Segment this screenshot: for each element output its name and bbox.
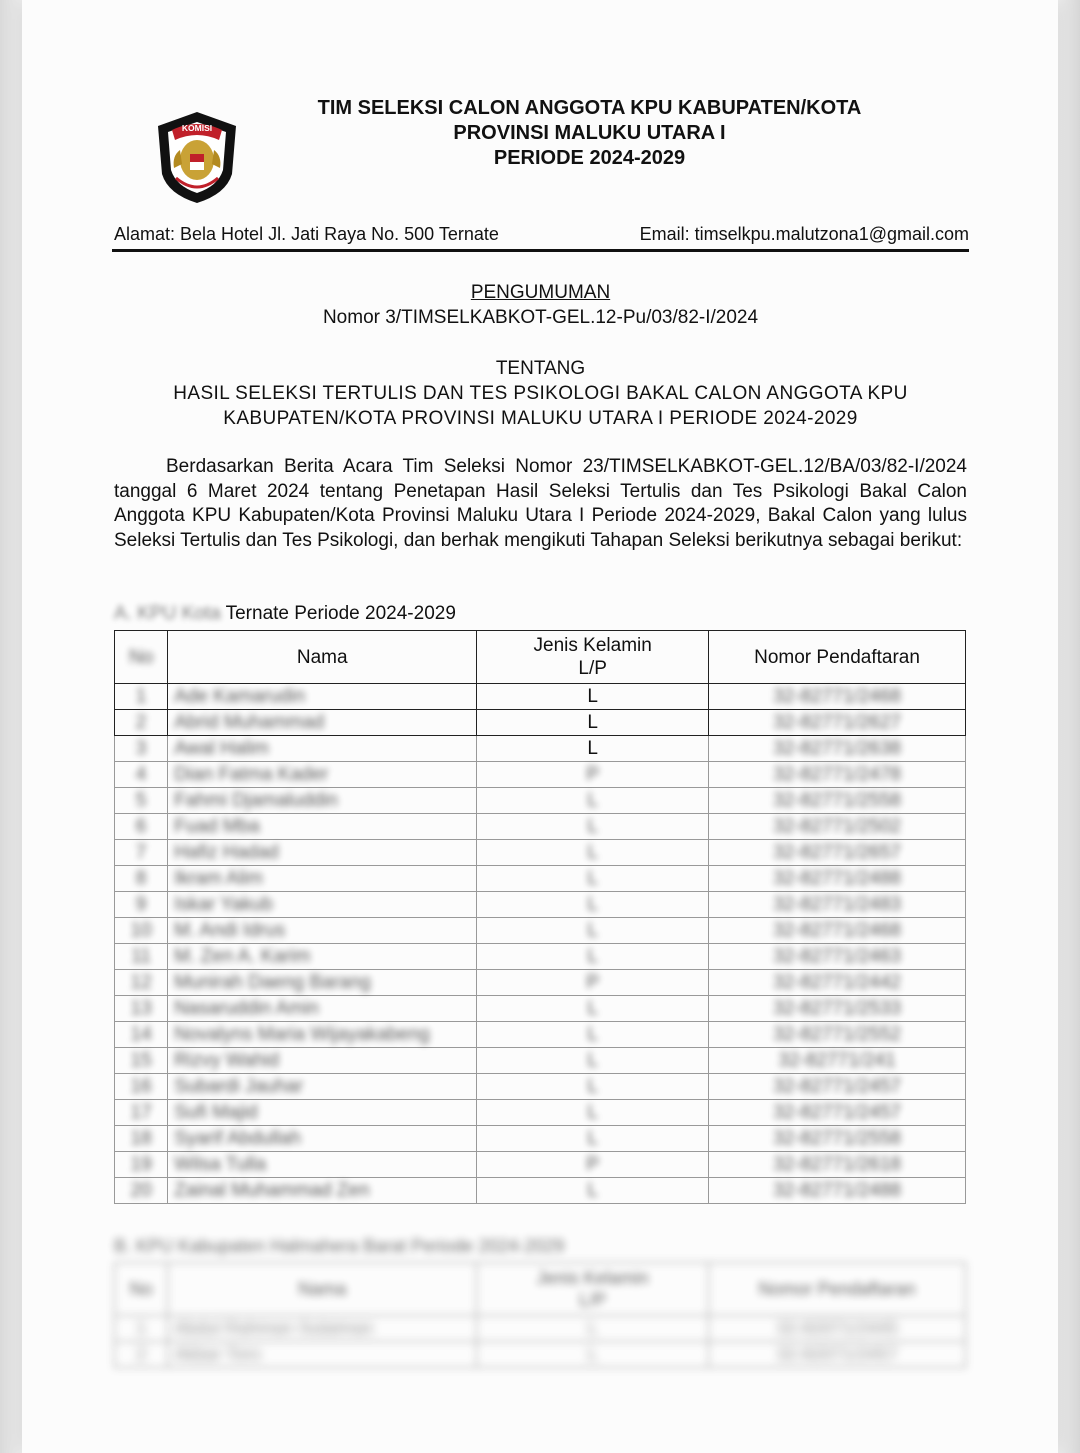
row-name: Iskar Yakub: [168, 892, 477, 918]
row-name: Novalyns Maria Wijayakabeng: [168, 1022, 477, 1048]
header-no: No: [115, 631, 168, 684]
row-no: 2: [115, 710, 168, 736]
row-gender: L: [477, 1316, 709, 1342]
row-registration-number: 32-82771/2442: [709, 970, 966, 996]
row-no: 14: [115, 1022, 168, 1048]
table-row: [115, 996, 966, 1022]
subject-line-1: HASIL SELEKSI TERTULIS DAN TES PSIKOLOGI BAKAL CALON ANGGOTA KPU: [173, 383, 908, 404]
table-row: [115, 788, 966, 814]
row-gender: L: [477, 1178, 709, 1204]
section-a-prefix: A. KPU Kota: [114, 603, 221, 624]
row-name: Subardi Jauhar: [168, 1074, 477, 1100]
row-name: Fuad Mba: [168, 814, 477, 840]
row-no: 17: [115, 1100, 168, 1126]
row-name: M. Andi Idrus: [168, 918, 477, 944]
header-registration: Nomor Pendaftaran: [709, 1263, 966, 1316]
results-table-halmahera-barat: [114, 1262, 966, 1368]
row-no: 4: [115, 762, 168, 788]
row-registration-number: 32-82071/2457: [709, 1342, 966, 1368]
row-registration-number: 32-82771/2488: [709, 1178, 966, 1204]
logo-text-top: KOMISI: [181, 123, 213, 133]
row-registration-number: 32-82771/2468: [709, 918, 966, 944]
table-header-row: [115, 1263, 966, 1316]
results-table-ternate: [114, 630, 966, 1204]
table-row: [115, 1022, 966, 1048]
row-no: 7: [115, 840, 168, 866]
announcement-title: PENGUMUMAN: [470, 282, 611, 303]
row-name: M. Zen A. Karim: [168, 944, 477, 970]
row-registration-number: 32-82071/2445: [709, 1316, 966, 1342]
row-registration-number: 32-82771/2558: [709, 1126, 966, 1152]
header-name: Nama: [168, 631, 477, 684]
row-no: 6: [115, 814, 168, 840]
row-registration-number: 32-82771/2638: [709, 736, 966, 762]
row-registration-number: 32-82771/2468: [709, 684, 966, 710]
row-no: 13: [115, 996, 168, 1022]
row-name: Nasaruddin Amin: [168, 996, 477, 1022]
header-no: No: [115, 1263, 168, 1316]
row-no: 11: [115, 944, 168, 970]
row-name: Munirah Daeng Barang: [168, 970, 477, 996]
row-no: 1: [115, 1316, 168, 1342]
row-name: Ade Kamarudin: [168, 684, 477, 710]
table-row: [115, 710, 966, 736]
row-gender: P: [477, 1152, 709, 1178]
table-row: [115, 866, 966, 892]
row-gender: L: [477, 892, 709, 918]
row-no: 20: [115, 1178, 168, 1204]
table-row: [115, 892, 966, 918]
row-registration-number: 32-82771/2618: [709, 1152, 966, 1178]
table-row: [115, 944, 966, 970]
row-registration-number: 32-82771/2627: [709, 710, 966, 736]
table-row: [115, 970, 966, 996]
table-row: [115, 1316, 966, 1342]
header-gender: Jenis Kelamin L/P: [477, 1263, 709, 1316]
letterhead-line-3: PERIODE 2024-2029: [493, 147, 686, 169]
section-a-title: Ternate Periode 2024-2029: [225, 603, 456, 624]
letterhead-line-1: TIM SELEKSI CALON ANGGOTA KPU KABUPATEN/KOTA: [317, 97, 862, 119]
subject-line-2: KABUPATEN/KOTA PROVINSI MALUKU UTARA I PERIODE 2024-2029: [223, 408, 858, 429]
row-gender: L: [477, 736, 709, 762]
row-gender: L: [477, 1048, 709, 1074]
row-no: 3: [115, 736, 168, 762]
table-row: [115, 1048, 966, 1074]
row-gender: P: [477, 762, 709, 788]
row-gender: L: [477, 1022, 709, 1048]
row-gender: L: [477, 684, 709, 710]
row-name: Abrid Muhammad: [168, 710, 477, 736]
row-gender: L: [477, 1100, 709, 1126]
row-no: 2: [115, 1342, 168, 1368]
row-name: Hafiz Hadad: [168, 840, 477, 866]
row-name: Sufi Majid: [168, 1100, 477, 1126]
row-registration-number: 32-82771/2457: [709, 1074, 966, 1100]
page-edge-left: [0, 0, 22, 1453]
section-a-heading: [114, 603, 456, 625]
row-name: Awal Halim: [168, 736, 477, 762]
row-registration-number: 32-82771/2552: [709, 1022, 966, 1048]
row-gender: L: [477, 1342, 709, 1368]
table-row: [115, 1342, 966, 1368]
header-divider: [112, 249, 969, 252]
row-no: 12: [115, 970, 168, 996]
address-text: Alamat: Bela Hotel Jl. Jati Raya No. 500 Ternate: [114, 224, 499, 244]
table-header-row: [115, 631, 966, 684]
row-registration-number: 32-82771/241: [709, 1048, 966, 1074]
row-gender: L: [477, 918, 709, 944]
row-name: Zainal Muhammad Zen: [168, 1178, 477, 1204]
row-gender: L: [477, 840, 709, 866]
header-name: Nama: [168, 1263, 477, 1316]
table-row: [115, 1178, 966, 1204]
row-gender: P: [477, 970, 709, 996]
table-row: [115, 1152, 966, 1178]
row-no: 19: [115, 1152, 168, 1178]
contact-row: [114, 224, 969, 245]
table-row: [115, 1100, 966, 1126]
row-name: Syarif Abdullah: [168, 1126, 477, 1152]
table-row: [115, 918, 966, 944]
row-registration-number: 32-82771/2558: [709, 788, 966, 814]
row-gender: L: [477, 996, 709, 1022]
row-registration-number: 32-82771/2463: [709, 944, 966, 970]
announcement-number: Nomor 3/TIMSELKABKOT-GEL.12-Pu/03/82-I/2024: [322, 307, 759, 328]
table-row: [115, 814, 966, 840]
row-registration-number: 32-82771/2533: [709, 996, 966, 1022]
row-gender: L: [477, 710, 709, 736]
table-row: [115, 1126, 966, 1152]
row-gender: L: [477, 944, 709, 970]
row-no: 8: [115, 866, 168, 892]
row-no: 1: [115, 684, 168, 710]
row-no: 16: [115, 1074, 168, 1100]
intro-paragraph: Berdasarkan Berita Acara Tim Seleksi Nomor 23/TIMSELKABKOT-GEL.12/BA/03/82-I/2024 tanggal 6 Maret 2024 tentang Penetapan Hasil Seleksi Tertulis dan Tes Psikologi Bakal Calon Anggota KPU Kabupaten/Kota Provinsi Maluku Utara I Periode 2024-2029, Bakal Calon yang lulus Seleksi Tertulis dan Tes Psikologi, dan berhak mengikuti Tahapan Seleksi berikutnya sebagai berikut:: [114, 456, 967, 551]
row-gender: L: [477, 788, 709, 814]
document-page: [22, 0, 1058, 1453]
row-no: 15: [115, 1048, 168, 1074]
row-gender: L: [477, 1074, 709, 1100]
row-name: Akbar Toro: [168, 1342, 477, 1368]
letterhead: [22, 96, 1058, 216]
row-no: 5: [115, 788, 168, 814]
announcement-subject: [112, 381, 969, 431]
row-registration-number: 32-82771/2488: [709, 866, 966, 892]
section-b-heading: B. KPU Kabupaten Halmahera Barat Periode 2024-2029: [114, 1236, 565, 1256]
row-gender: L: [477, 814, 709, 840]
row-registration-number: 32-82771/2483: [709, 892, 966, 918]
table-row: [115, 762, 966, 788]
letterhead-title: [282, 96, 897, 171]
row-registration-number: 32-82771/2657: [709, 840, 966, 866]
letterhead-line-2: PROVINSI MALUKU UTARA I: [453, 122, 726, 144]
email-text: Email: timselkpu.malutzona1@gmail.com: [639, 224, 969, 244]
kpu-logo-icon: [152, 108, 242, 206]
row-gender: L: [477, 1126, 709, 1152]
table-row: [115, 1074, 966, 1100]
header-gender: Jenis Kelamin L/P: [477, 631, 709, 684]
row-name: Dian Fatma Kader: [168, 762, 477, 788]
row-registration-number: 32-82771/2457: [709, 1100, 966, 1126]
row-name: Abdul Rahman Sulaiman: [168, 1316, 477, 1342]
row-no: 18: [115, 1126, 168, 1152]
row-gender: L: [477, 866, 709, 892]
row-name: Wilsa Tulla: [168, 1152, 477, 1178]
row-name: Fahmi Djamaluddin: [168, 788, 477, 814]
row-registration-number: 32-82771/2478: [709, 762, 966, 788]
row-no: 10: [115, 918, 168, 944]
table-row: [115, 736, 966, 762]
page-edge-right: [1058, 0, 1080, 1453]
tentang-heading: TENTANG: [495, 358, 586, 379]
table-row: [115, 840, 966, 866]
row-name: Ikram Alim: [168, 866, 477, 892]
row-name: Rizvy Wahid: [168, 1048, 477, 1074]
header-registration: Nomor Pendaftaran: [709, 631, 966, 684]
row-registration-number: 32-82771/2502: [709, 814, 966, 840]
table-row: [115, 684, 966, 710]
row-no: 9: [115, 892, 168, 918]
